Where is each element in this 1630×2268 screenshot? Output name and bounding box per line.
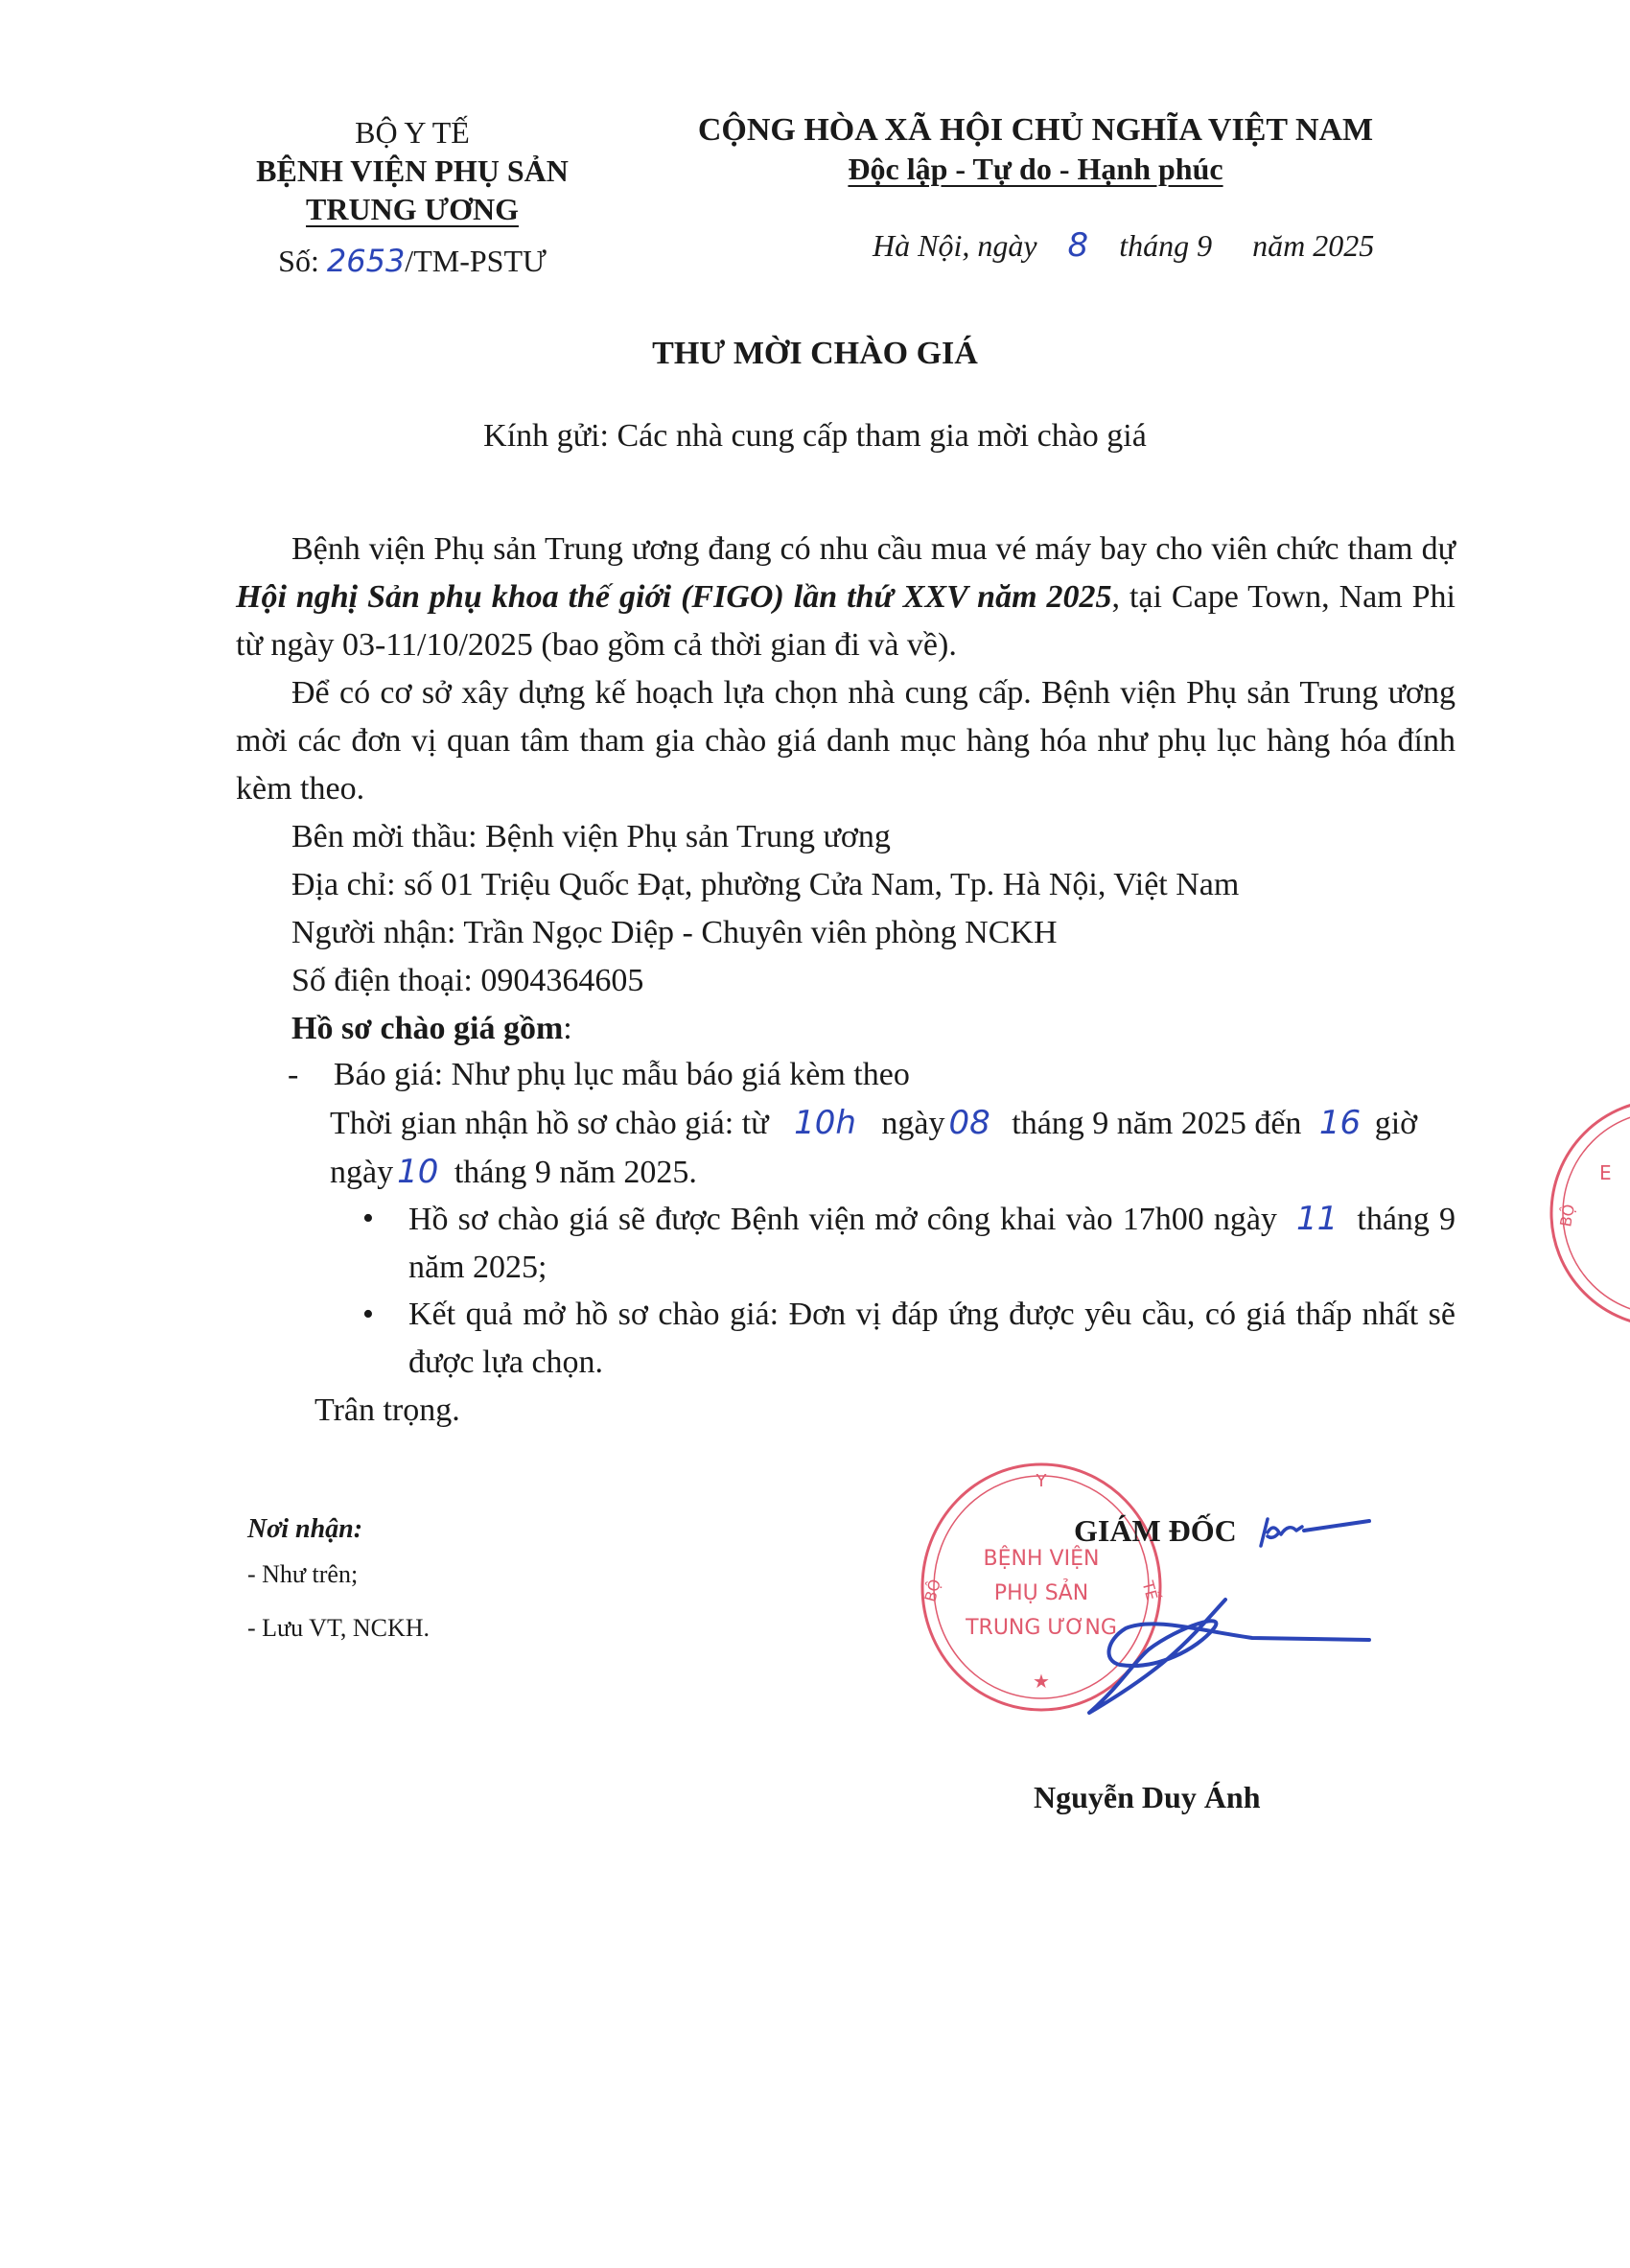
header-left xyxy=(221,113,604,280)
date-year: năm 2025 xyxy=(1252,228,1375,263)
rt-text1: Thời gian nhận hồ sơ chào giá: từ xyxy=(330,1106,769,1141)
stamp-line2: PHỤ SẢN xyxy=(993,1581,1089,1605)
bullet1-text: Hồ sơ chào giá sẽ được Bệnh viện mở công khai vào 17h00 ngày xyxy=(408,1202,1277,1237)
rt-hour-to: 16 xyxy=(1318,1104,1362,1142)
number-suffix: /TM-PSTƯ xyxy=(405,244,547,278)
partial-stamp-edge xyxy=(1542,1093,1630,1333)
document-title: THƯ MỜI CHÀO GIÁ xyxy=(652,336,978,371)
recipients-heading: Nơi nhận: xyxy=(247,1514,363,1544)
receive-time xyxy=(330,1099,1461,1197)
stamp-right-text: TẾ xyxy=(1138,1578,1162,1602)
hospital-name-line2: TRUNG ƯƠNG xyxy=(306,192,519,226)
bullet-icon: • xyxy=(362,1297,374,1332)
stamp-star-icon: ★ xyxy=(1033,1670,1050,1693)
document-date xyxy=(873,226,1374,265)
closing: Trân trọng. xyxy=(314,1392,460,1428)
stamp-top-letter: Y xyxy=(1036,1471,1047,1491)
country-name: CỘNG HÒA XÃ HỘI CHỦ NGHĨA VIỆT NAM xyxy=(697,112,1374,148)
handwritten-signature xyxy=(1064,1496,1381,1717)
info-block xyxy=(291,813,1239,1053)
ministry-name: BỘ Y TẾ xyxy=(355,115,470,150)
paragraph-2: Để có cơ sở xây dựng kế hoạch lựa chọn nhà cung cấp. Bệnh viện Phụ sản Trung ương mời các đơn vị quan tâm tham gia chào giá danh mục hàng hóa như phụ lục hàng hóa đính kèm theo. xyxy=(236,675,1455,807)
quote-dash: - xyxy=(288,1057,299,1092)
partial-stamp-letter: E xyxy=(1599,1161,1612,1184)
receive-time-line1 xyxy=(330,1099,1461,1148)
bullet1-day: 11 xyxy=(1296,1200,1339,1238)
number-handwritten: 2653 xyxy=(326,243,406,279)
rt-day-to: 10 xyxy=(397,1153,439,1191)
recipients-item: - Như trên; xyxy=(247,1560,359,1588)
date-prefix: Hà Nội, ngày xyxy=(873,228,1037,263)
recipient-line: Kính gửi: Các nhà cung cấp tham gia mời chào giá xyxy=(483,418,1147,454)
rt-text3: tháng 9 năm 2025 đến xyxy=(1012,1106,1302,1141)
rt-text5: ngày xyxy=(330,1155,394,1190)
dossier-colon: : xyxy=(563,1011,572,1046)
date-day: 8 xyxy=(1067,226,1089,265)
rt-hour-from: 10h xyxy=(794,1104,856,1142)
conference-name: Hội nghị Sản phụ khoa thế giới (FIGO) lần thứ XXV năm 2025 xyxy=(236,579,1112,615)
receiver-line: Người nhận: Trần Ngọc Diệp - Chuyên viên phòng NCKH xyxy=(291,915,1058,950)
bullet1-tail: tháng 9 năm 2025; xyxy=(408,1202,1456,1285)
phone-line: Số điện thoại: 0904364605 xyxy=(291,963,644,998)
address-line: Địa chỉ: số 01 Triệu Quốc Đạt, phường Cửa Nam, Tp. Hà Nội, Việt Nam xyxy=(291,867,1240,902)
stamp-line3: TRUNG ƯƠNG xyxy=(966,1616,1117,1640)
number-prefix: Số: xyxy=(278,244,319,278)
signature-title: GIÁM ĐỐC xyxy=(1074,1513,1237,1548)
stamp-line1: BỆNH VIỆN xyxy=(983,1547,1100,1571)
signer-name: Nguyễn Duy Ánh xyxy=(1034,1780,1261,1814)
bullet-item-1 xyxy=(362,1195,1456,1292)
hospital-name-line2-wrap xyxy=(221,190,604,228)
stamp-left-text: BỘ xyxy=(920,1577,944,1604)
bullet2-text: Kết quả mở hồ sơ chào giá: Đơn vị đáp ứng được yêu cầu, có giá thấp nhất sẽ được lựa chọn. xyxy=(408,1297,1455,1380)
rt-text6: tháng 9 năm 2025. xyxy=(454,1155,697,1190)
bullet-icon: • xyxy=(362,1201,374,1236)
recipients-block xyxy=(247,1506,430,1649)
dossier-heading: Hồ sơ chào giá gồm xyxy=(291,1011,564,1046)
date-month: tháng 9 xyxy=(1119,228,1213,263)
recipients-item: - Lưu VT, NCKH. xyxy=(247,1614,431,1642)
para1-text: Bệnh viện Phụ sản Trung ương đang có nhu cầu mua vé máy bay cho viên chức tham dự xyxy=(291,531,1455,567)
document-number xyxy=(221,242,604,280)
partial-stamp-text: BỘ xyxy=(1556,1203,1579,1228)
inviter-line: Bên mời thầu: Bệnh viện Phụ sản Trung ương xyxy=(291,819,891,854)
dossier-heading-line xyxy=(291,1005,1239,1053)
quote-item xyxy=(288,1051,910,1099)
rt-text4: giờ xyxy=(1374,1106,1418,1141)
motto: Độc lập - Tự do - Hạnh phúc xyxy=(848,152,1223,186)
para1-tail: , tại Cape Town, Nam Phi từ ngày 03-11/10/2025 (bao gồm cả thời gian đi và về). xyxy=(236,579,1455,663)
header-right xyxy=(633,111,1438,188)
motto-wrap xyxy=(633,150,1438,188)
rt-text2: ngày xyxy=(881,1106,945,1141)
quote-text: Báo giá: Như phụ lục mẫu báo giá kèm theo xyxy=(333,1057,910,1092)
paragraph-1 xyxy=(236,526,1455,669)
bullet-item-2 xyxy=(362,1291,1455,1387)
receive-time-line2 xyxy=(330,1148,1461,1197)
rt-day-from: 08 xyxy=(948,1104,990,1142)
hospital-name-line1: BỆNH VIỆN PHỤ SẢN xyxy=(256,153,569,188)
